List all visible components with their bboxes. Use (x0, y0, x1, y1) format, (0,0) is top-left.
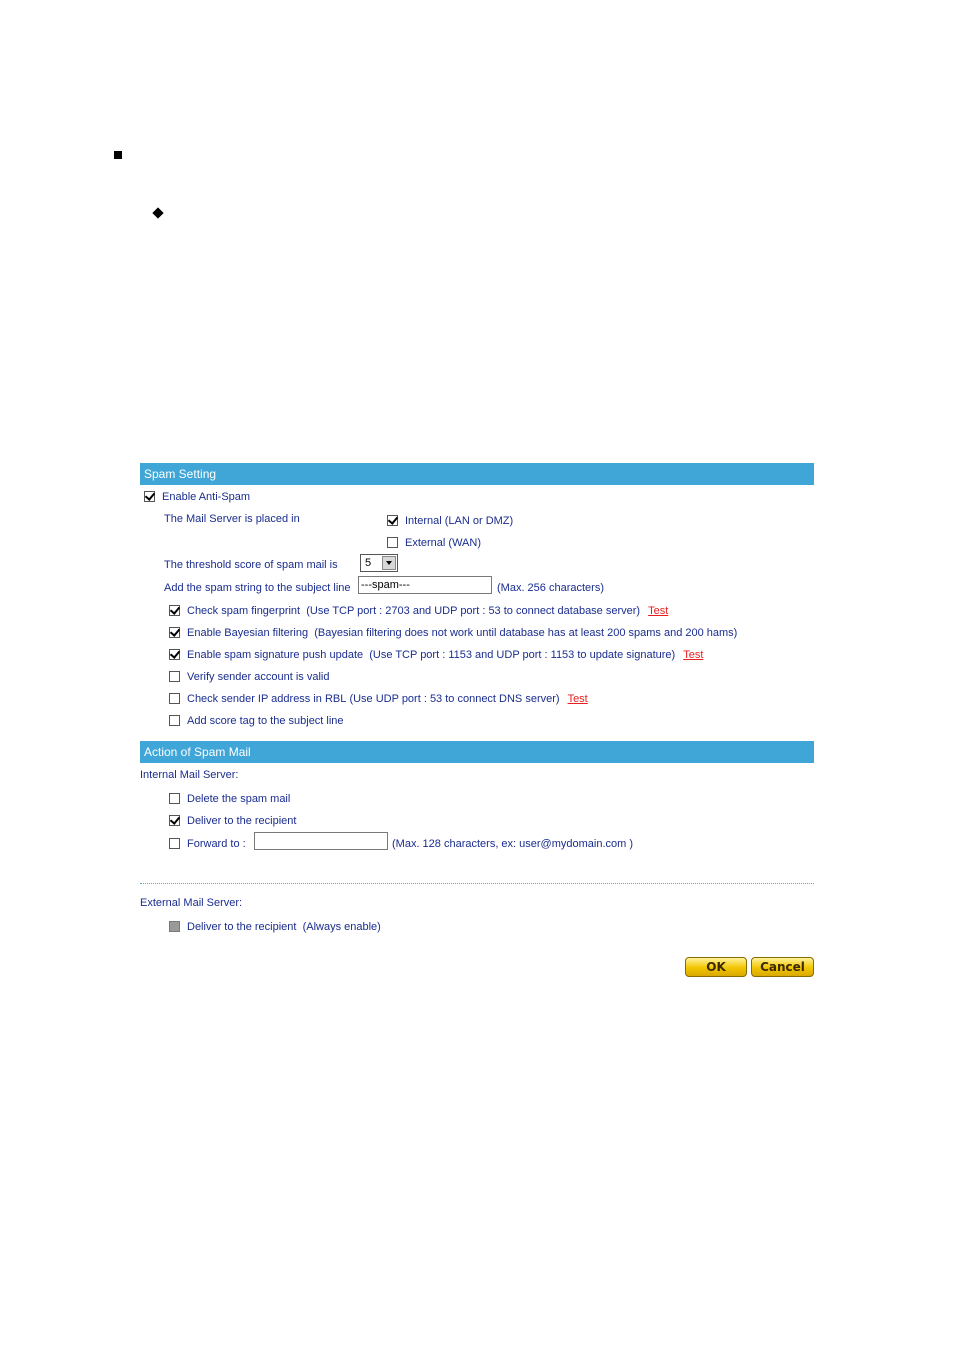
option-signature-push (169, 647, 703, 663)
action-forward-row (169, 836, 246, 852)
external-deliver-row (169, 919, 381, 935)
placement-option-internal (387, 513, 513, 529)
threshold-value: 5 (365, 557, 372, 569)
verify-sender-checkbox[interactable] (169, 671, 180, 682)
section-divider (140, 883, 814, 884)
chevron-down-icon[interactable] (382, 556, 396, 570)
external-mail-server-label: External Mail Server: (140, 897, 243, 909)
spam-setting-header: Spam Setting (140, 463, 814, 485)
ok-button[interactable]: OK (685, 957, 747, 977)
check-rbl-label: Check sender IP address in RBL (187, 693, 347, 705)
check-fingerprint-note: (Use TCP port : 2703 and UDP port : 53 to connect database server) (306, 605, 641, 617)
external-deliver-note: (Always enable) (302, 921, 381, 933)
external-label: External (WAN) (405, 537, 481, 549)
external-deliver-label: Deliver to the recipient (187, 921, 297, 933)
option-check-fingerprint (169, 603, 668, 619)
option-bayesian-filtering (169, 625, 737, 641)
action-delete-row (169, 791, 290, 807)
signature-push-checkbox[interactable] (169, 649, 180, 660)
action-deliver-row (169, 813, 296, 829)
mail-server-placed-label: The Mail Server is placed in (164, 513, 300, 525)
deliver-label: Deliver to the recipient (187, 815, 297, 827)
forward-input[interactable] (254, 832, 388, 850)
deliver-checkbox[interactable] (169, 815, 180, 826)
internal-mail-server-label: Internal Mail Server: (140, 769, 239, 781)
signature-push-label: Enable spam signature push update (187, 649, 364, 661)
diamond-bullet-icon (152, 207, 163, 218)
option-check-rbl (169, 691, 588, 707)
bayesian-label: Enable Bayesian filtering (187, 627, 309, 639)
score-tag-checkbox[interactable] (169, 715, 180, 726)
bayesian-checkbox[interactable] (169, 627, 180, 638)
external-deliver-checkbox (169, 921, 180, 932)
option-verify-sender (169, 669, 329, 685)
action-header: Action of Spam Mail (140, 741, 814, 763)
delete-label: Delete the spam mail (187, 793, 291, 805)
option-score-tag (169, 713, 344, 729)
enable-anti-spam-label: Enable Anti-Spam (162, 491, 251, 503)
subject-string-hint: (Max. 256 characters) (497, 582, 604, 594)
enable-anti-spam-row (144, 489, 250, 505)
external-checkbox[interactable] (387, 537, 398, 548)
score-tag-label: Add score tag to the subject line (187, 715, 344, 727)
square-bullet-icon (114, 151, 122, 159)
signature-push-note: (Use TCP port : 1153 and UDP port : 1153 to update signature) (369, 649, 676, 661)
subject-string-label: Add the spam string to the subject line (164, 582, 351, 594)
signature-push-test-link[interactable]: Test (683, 649, 704, 661)
forward-checkbox[interactable] (169, 838, 180, 849)
verify-sender-label: Verify sender account is valid (187, 671, 330, 683)
subject-string-input[interactable]: ---spam--- (358, 576, 492, 594)
forward-label: Forward to : (187, 838, 246, 850)
check-rbl-checkbox[interactable] (169, 693, 180, 704)
threshold-select[interactable] (360, 554, 398, 572)
forward-hint: (Max. 128 characters, ex: user@mydomain.com ) (392, 838, 634, 850)
placement-option-external (387, 535, 481, 551)
check-fingerprint-checkbox[interactable] (169, 605, 180, 616)
check-fingerprint-label: Check spam fingerprint (187, 605, 301, 617)
enable-anti-spam-checkbox[interactable] (144, 491, 155, 502)
check-rbl-test-link[interactable]: Test (567, 693, 588, 705)
cancel-button[interactable]: Cancel (751, 957, 814, 977)
check-rbl-note: (Use UDP port : 53 to connect DNS server) (349, 693, 560, 705)
check-fingerprint-test-link[interactable]: Test (648, 605, 669, 617)
threshold-label: The threshold score of spam mail is (164, 559, 338, 571)
internal-checkbox[interactable] (387, 515, 398, 526)
bayesian-note: (Bayesian filtering does not work until database has at least 200 spams and 200 hams) (314, 627, 738, 639)
internal-label: Internal (LAN or DMZ) (405, 515, 514, 527)
delete-checkbox[interactable] (169, 793, 180, 804)
